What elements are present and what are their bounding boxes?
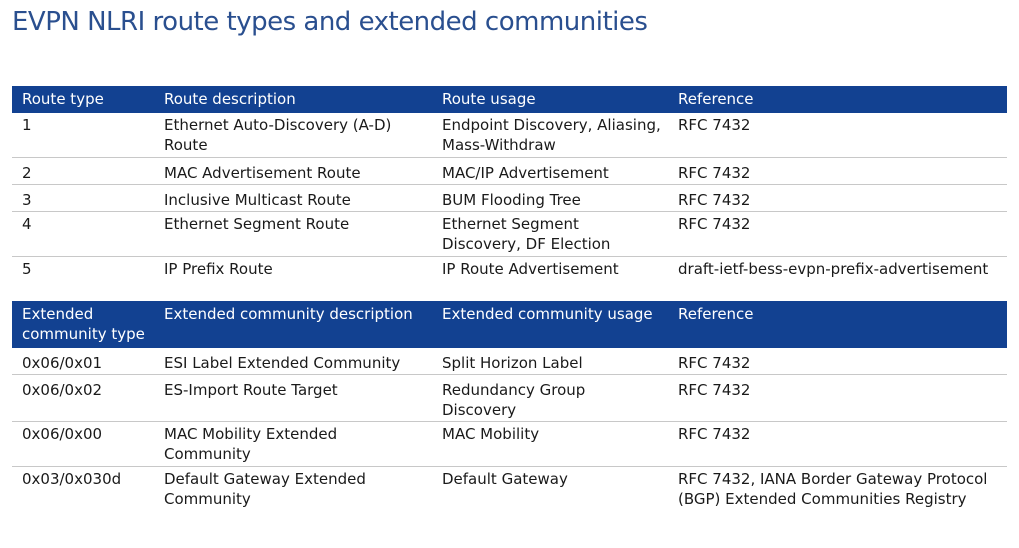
community-description-cell: MAC Mobility Extended Community bbox=[156, 422, 434, 467]
route-type-cell: 5 bbox=[22, 260, 32, 278]
reference-cell: RFC 7432 bbox=[670, 422, 1007, 467]
route-table-header-row bbox=[12, 86, 1007, 113]
community-type-cell: 0x03/0x030d bbox=[22, 470, 122, 488]
table-row bbox=[12, 348, 1007, 375]
table-row bbox=[12, 158, 1007, 185]
table-row bbox=[12, 185, 1007, 212]
table-row bbox=[12, 113, 1007, 158]
route-description-cell: IP Prefix Route bbox=[164, 260, 273, 278]
column-header-community-usage: Extended community usage bbox=[434, 301, 670, 348]
column-header-reference: Reference bbox=[670, 301, 1007, 348]
table-row bbox=[12, 467, 1007, 533]
reference-cell: RFC 7432 bbox=[670, 375, 1007, 422]
route-usage-cell: Ethernet Segment Discovery, DF Election bbox=[434, 212, 670, 257]
reference-cell: RFC 7432 bbox=[670, 212, 1007, 257]
column-header-route-type: Route type bbox=[12, 86, 156, 113]
reference-cell: RFC 7432, IANA Border Gateway Protocol (BGP) Extended Communities Registry bbox=[678, 470, 988, 508]
community-type-cell: 0x06/0x02 bbox=[12, 375, 156, 422]
reference-cell: RFC 7432 bbox=[670, 158, 1007, 185]
route-usage-cell: Endpoint Discovery, Aliasing, Mass-Withdraw bbox=[434, 113, 670, 158]
route-type-cell: 1 bbox=[12, 113, 156, 158]
table-row bbox=[12, 422, 1007, 467]
community-description-cell: ES-Import Route Target bbox=[156, 375, 434, 422]
table-row bbox=[12, 212, 1007, 257]
column-header-community-type: Extended community type bbox=[12, 301, 156, 348]
community-usage-cell: Split Horizon Label bbox=[434, 348, 670, 375]
community-usage-cell: Redundancy Group Discovery bbox=[434, 375, 670, 422]
route-usage-cell: BUM Flooding Tree bbox=[434, 185, 670, 212]
community-type-cell: 0x06/0x01 bbox=[12, 348, 156, 375]
community-description-cell: ESI Label Extended Community bbox=[156, 348, 434, 375]
route-description-cell: Ethernet Auto-Discovery (A-D) Route bbox=[156, 113, 434, 158]
reference-cell: RFC 7432 bbox=[670, 348, 1007, 375]
column-header-route-description: Route description bbox=[156, 86, 434, 113]
community-table-header-row bbox=[12, 301, 1007, 348]
route-usage-cell: MAC/IP Advertisement bbox=[434, 158, 670, 185]
route-description-cell: Ethernet Segment Route bbox=[156, 212, 434, 257]
route-type-cell: 2 bbox=[12, 158, 156, 185]
column-header-route-usage: Route usage bbox=[434, 86, 670, 113]
table-row bbox=[12, 375, 1007, 422]
reference-cell: RFC 7432 bbox=[670, 185, 1007, 212]
reference-cell: draft-ietf-bess-evpn-prefix-advertisement bbox=[678, 260, 989, 278]
community-usage-cell: Default Gateway bbox=[442, 470, 568, 488]
route-description-cell: MAC Advertisement Route bbox=[156, 158, 434, 185]
page-title: EVPN NLRI route types and extended communities bbox=[12, 7, 648, 37]
community-description-cell: Default Gateway Extended Community bbox=[164, 470, 366, 508]
column-header-community-description: Extended community description bbox=[156, 301, 434, 348]
route-description-cell: Inclusive Multicast Route bbox=[156, 185, 434, 212]
reference-cell: RFC 7432 bbox=[670, 113, 1007, 158]
route-type-cell: 3 bbox=[12, 185, 156, 212]
route-type-cell: 4 bbox=[12, 212, 156, 257]
community-usage-cell: MAC Mobility bbox=[434, 422, 670, 467]
community-type-cell: 0x06/0x00 bbox=[12, 422, 156, 467]
column-header-reference: Reference bbox=[670, 86, 1007, 113]
table-row bbox=[12, 257, 1007, 302]
evpn-table bbox=[12, 86, 1007, 532]
route-usage-cell: IP Route Advertisement bbox=[442, 260, 619, 278]
